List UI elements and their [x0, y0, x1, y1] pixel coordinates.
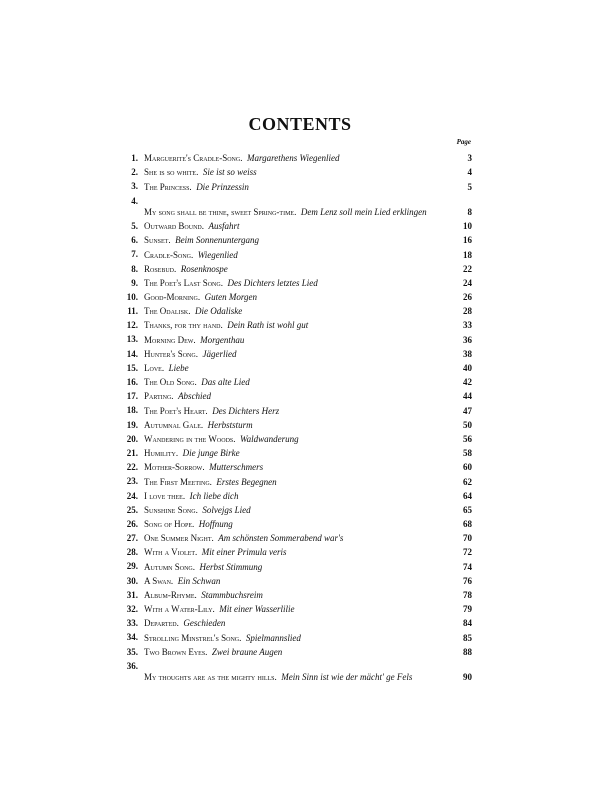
page-number: 24 [463, 277, 472, 288]
german-title: Spielmannslied [245, 632, 301, 643]
english-title: With a Water-Lily. [144, 604, 215, 615]
entry-title [144, 562, 450, 573]
entry-title [144, 505, 450, 516]
dot-leader [265, 562, 447, 571]
page-number: 38 [463, 348, 472, 359]
toc-entry [116, 601, 472, 615]
page-number: 16 [463, 235, 472, 246]
german-title: Guten Morgen [204, 292, 257, 303]
entry-title [144, 391, 450, 402]
german-title: Beim Sonnenuntergang [175, 235, 259, 246]
entry-number: 32. [126, 604, 138, 615]
entry-number: 16. [126, 377, 138, 388]
dot-leader [228, 618, 447, 627]
page-number: 84 [463, 618, 472, 629]
toc-entry [116, 164, 472, 178]
entry-title [144, 264, 450, 275]
entry-number: 20. [126, 433, 138, 444]
dot-leader [280, 477, 447, 486]
dot-leader [262, 235, 447, 244]
toc-entry [116, 218, 472, 232]
toc-entry [116, 193, 472, 218]
german-title: Das alte Lied [201, 377, 250, 388]
entry-title [144, 590, 450, 601]
german-title: Jägerlied [202, 348, 237, 359]
entry-number: 19. [126, 419, 138, 430]
entry-number: 35. [126, 646, 138, 657]
page-number: 79 [463, 604, 472, 615]
entry-text [144, 207, 427, 218]
english-title: Mother-Sorrow. [144, 462, 205, 473]
page-number: 47 [463, 405, 472, 416]
entry-title [144, 448, 450, 459]
entry-number: 2. [131, 167, 138, 178]
english-title: Parting. [144, 391, 174, 402]
page-number: 62 [463, 476, 472, 487]
entry-title [144, 434, 450, 445]
english-title: Marguerite's Cradle-Song. [144, 153, 243, 164]
toc-entry [116, 232, 472, 246]
page-number: 74 [463, 561, 472, 572]
entry-number: 24. [126, 490, 138, 501]
entry-text [144, 153, 340, 164]
german-title: Mit einer Primula veris [201, 547, 287, 558]
german-title: Sie ist so weiss [202, 167, 257, 178]
dot-leader [243, 221, 447, 230]
entry-number: 27. [126, 533, 138, 544]
entry-title [144, 335, 450, 346]
toc-entry [116, 558, 472, 572]
dot-leader [223, 576, 447, 585]
german-title: Rosenknospe [180, 263, 228, 274]
toc-entry [116, 473, 472, 487]
entry-text [144, 349, 236, 360]
entry-title [144, 462, 450, 473]
page-number: 76 [463, 575, 472, 586]
german-title: Zwei braune Augen [211, 646, 283, 657]
english-title: The Princess. [144, 181, 192, 192]
dot-leader [192, 363, 447, 372]
page-number: 5 [467, 181, 472, 192]
entry-number: 25. [126, 504, 138, 515]
entry-number: 8. [131, 263, 138, 274]
dot-leader [252, 182, 447, 191]
entry-text [144, 562, 262, 573]
english-title: My thoughts are as the mighty hills. [144, 672, 277, 683]
entry-text [144, 647, 282, 658]
page-number: 42 [463, 377, 472, 388]
entry-text [144, 590, 263, 601]
entry-text [144, 167, 257, 178]
german-title: Ich liebe dich [189, 490, 239, 501]
toc-entry [116, 331, 472, 345]
entry-title [144, 406, 450, 417]
toc-entry [116, 289, 472, 303]
entry-text [144, 363, 189, 374]
entry-title [144, 235, 450, 246]
page-number: 8 [467, 206, 472, 217]
page-number: 40 [463, 363, 472, 374]
entry-text [144, 391, 211, 402]
entry-text [144, 335, 244, 346]
entry-text [144, 434, 299, 445]
german-title: Geschieden [183, 618, 226, 629]
entry-number: 28. [126, 547, 138, 558]
english-title: The Poet's Heart. [144, 405, 208, 416]
entry-number: 11. [127, 306, 138, 317]
toc-entry [116, 658, 472, 683]
entry-number: 4. [131, 195, 138, 206]
german-title: Erstes Begegnen [216, 476, 277, 487]
entry-title [144, 292, 450, 303]
dot-leader [346, 533, 447, 542]
german-title: Dem Lenz soll mein Lied erklingen [300, 206, 427, 217]
entry-title [144, 363, 450, 374]
entry-number: 7. [131, 249, 138, 260]
page-number: 90 [463, 672, 472, 683]
entry-title [144, 604, 450, 615]
entry-text [144, 477, 277, 488]
dot-leader [239, 349, 447, 358]
english-title: The Odalisk. [144, 306, 191, 317]
entry-number: 6. [131, 235, 138, 246]
toc-entry [116, 587, 472, 601]
entry-title [144, 306, 450, 317]
english-title: My song shall be thine, sweet Spring-time. [144, 206, 297, 217]
entry-title [144, 207, 450, 218]
page-number: 22 [463, 263, 472, 274]
entry-title [144, 377, 450, 388]
page-number: 58 [463, 448, 472, 459]
dot-leader [290, 547, 448, 556]
english-title: Strolling Minstrel's Song. [144, 632, 242, 643]
dot-leader [231, 264, 447, 273]
toc-entry [116, 346, 472, 360]
dot-leader [321, 278, 447, 287]
dot-leader [343, 153, 447, 162]
entry-text [144, 320, 308, 331]
page-number: 88 [463, 646, 472, 657]
page-number: 18 [463, 249, 472, 260]
toc-entry [116, 644, 472, 658]
english-title: Two Brown Eyes. [144, 646, 208, 657]
entry-title [144, 420, 450, 431]
entry-title [144, 320, 450, 331]
toc-entry [116, 459, 472, 473]
entry-text [144, 264, 228, 275]
entry-title [144, 576, 450, 587]
german-title: Herbststurm [207, 419, 253, 430]
dot-leader [247, 335, 447, 344]
page-number: 65 [463, 504, 472, 515]
page-number: 44 [463, 391, 472, 402]
entry-text [144, 604, 294, 615]
german-title: Die junge Birke [182, 448, 240, 459]
entry-text [144, 505, 251, 516]
toc-entry [116, 573, 472, 587]
dot-leader [282, 406, 447, 415]
toc-entry [116, 544, 472, 558]
toc-entry [116, 261, 472, 275]
entry-title [144, 633, 450, 644]
entry-number: 12. [126, 320, 138, 331]
english-title: Album-Rhyme. [144, 590, 197, 601]
english-title: I love thee. [144, 490, 186, 501]
entry-number: 9. [131, 277, 138, 288]
entry-text [144, 406, 279, 417]
toc-entry [116, 530, 472, 544]
german-title: Hoffnung [198, 519, 233, 530]
entry-text [144, 547, 287, 558]
entry-title [144, 153, 450, 164]
dot-leader [266, 462, 447, 471]
entry-title [144, 618, 450, 629]
entry-text [144, 519, 233, 530]
english-title: She is so white. [144, 167, 199, 178]
page-number: 70 [463, 533, 472, 544]
page-number: 85 [463, 632, 472, 643]
entry-number: 31. [126, 589, 138, 600]
page-number: 10 [463, 221, 472, 232]
dot-leader [302, 434, 447, 443]
entry-title [144, 221, 450, 232]
dot-leader [304, 633, 447, 642]
entry-number: 1. [131, 153, 138, 163]
german-title: Ein Schwan [177, 575, 221, 586]
english-title: Morning Dew. [144, 334, 196, 345]
german-title: Mein Sinn ist wie der mächt' ge Fels [281, 672, 413, 683]
toc-entry [116, 516, 472, 530]
entry-title [144, 182, 450, 193]
entry-text [144, 533, 343, 544]
english-title: The Old Song. [144, 377, 197, 388]
entry-title [144, 533, 450, 544]
german-title: Die Odaliske [195, 306, 243, 317]
entry-number: 5. [131, 220, 138, 231]
german-title: Mutterschmers [209, 462, 264, 473]
german-title: Am schönsten Sommerabend war's [218, 533, 344, 544]
entry-text [144, 448, 240, 459]
dot-leader [297, 604, 447, 613]
entry-text [144, 672, 412, 683]
entry-number: 15. [126, 362, 138, 373]
page-number: 36 [463, 334, 472, 345]
dot-leader [236, 519, 447, 528]
english-title: Song of Hope. [144, 519, 195, 530]
entry-title [144, 491, 450, 502]
entry-number: 30. [126, 575, 138, 586]
english-title: Wandering in the Woods. [144, 433, 236, 444]
entry-title [144, 477, 450, 488]
entry-number: 26. [126, 518, 138, 529]
entry-text [144, 292, 257, 303]
dot-leader [214, 391, 447, 400]
german-title: Margarethens Wiegenlied [246, 153, 340, 164]
dot-leader [415, 672, 447, 681]
dot-leader [242, 491, 447, 500]
entry-title [144, 547, 450, 558]
german-title: Mit einer Wasserlilie [219, 604, 295, 615]
toc-entry [116, 488, 472, 502]
english-title: The Poet's Last Song. [144, 277, 223, 288]
entry-text [144, 250, 238, 261]
toc-entry [116, 502, 472, 516]
entry-number: 18. [126, 405, 138, 416]
english-title: Sunset. [144, 235, 171, 246]
entry-number: 14. [126, 348, 138, 359]
toc-entry [116, 275, 472, 289]
page-number: 3 [467, 153, 472, 164]
dot-leader [285, 647, 447, 656]
entry-text [144, 377, 250, 388]
english-title: Humility. [144, 448, 179, 459]
entry-title [144, 647, 450, 658]
page-number: 28 [463, 306, 472, 317]
dot-leader [256, 420, 447, 429]
dot-leader [254, 505, 447, 514]
page-title: CONTENTS [248, 114, 352, 134]
english-title: Love. [144, 363, 165, 374]
german-title: Dein Rath ist wohl gut [227, 320, 309, 331]
english-title: Thanks, for thy hand. [144, 320, 223, 331]
dot-leader [245, 306, 447, 315]
german-title: Des Dichters letztes Lied [227, 277, 318, 288]
entry-number: 22. [126, 462, 138, 473]
entry-text [144, 221, 240, 232]
english-title: A Swan. [144, 575, 174, 586]
english-title: Cradle-Song. [144, 249, 194, 260]
entry-number: 3. [131, 181, 138, 192]
english-title: Hunter's Song. [144, 348, 198, 359]
toc-entry [116, 445, 472, 459]
page-number: 60 [463, 462, 472, 473]
entry-text [144, 420, 253, 431]
page-number: 64 [463, 490, 472, 501]
entry-number: 36. [126, 660, 138, 671]
toc-entry [116, 360, 472, 374]
english-title: With a Violet. [144, 547, 198, 558]
entry-number: 13. [126, 334, 138, 345]
entry-number: 21. [126, 447, 138, 458]
entry-number: 23. [126, 476, 138, 487]
toc-entry [116, 317, 472, 331]
toc-entry [116, 629, 472, 643]
dot-leader [241, 250, 447, 259]
entry-text [144, 491, 239, 502]
toc-entry [116, 374, 472, 388]
entry-number: 34. [126, 632, 138, 643]
german-title: Des Dichters Herz [212, 405, 280, 416]
page-number: 68 [463, 519, 472, 530]
entry-text [144, 306, 242, 317]
toc-entry [116, 388, 472, 402]
toc-entry [116, 303, 472, 317]
entry-text [144, 576, 220, 587]
page-number: 4 [467, 167, 472, 178]
toc-entry [116, 402, 472, 416]
page-number: 78 [463, 590, 472, 601]
german-title: Abschied [178, 391, 212, 402]
toc-entry [116, 615, 472, 629]
entry-number: 17. [126, 391, 138, 402]
german-title: Herbst Stimmung [199, 561, 263, 572]
page-number: 26 [463, 292, 472, 303]
english-title: Rosebud. [144, 263, 177, 274]
english-title: Outward Bound. [144, 221, 204, 232]
german-title: Stammbuchsreim [201, 590, 263, 601]
entry-title [144, 278, 450, 289]
dot-leader [253, 377, 447, 386]
entry-text [144, 633, 301, 644]
dot-leader [260, 292, 447, 301]
german-title: Solvejgs Lied [202, 504, 251, 515]
english-title: Autumnal Gale. [144, 419, 204, 430]
page-column-header: Page [456, 138, 471, 146]
page-number: 50 [463, 419, 472, 430]
entry-text [144, 618, 225, 629]
english-title: Departed. [144, 618, 179, 629]
table-of-contents [116, 150, 472, 683]
page-number: 56 [463, 433, 472, 444]
dot-leader [266, 590, 447, 599]
english-title: Good-Morning. [144, 292, 201, 303]
page-number: 72 [463, 547, 472, 558]
dot-leader [243, 448, 447, 457]
german-title: Ausfahrt [208, 221, 240, 232]
toc-entry [116, 150, 472, 164]
english-title: Sunshine Song. [144, 504, 198, 515]
german-title: Waldwanderung [240, 433, 299, 444]
entry-text [144, 462, 263, 473]
entry-title [144, 167, 450, 178]
german-title: Liebe [168, 363, 189, 374]
dot-leader [260, 167, 447, 176]
toc-entry [116, 246, 472, 260]
page-number: 33 [463, 320, 472, 331]
english-title: Autumn Song. [144, 561, 196, 572]
entry-number: 33. [126, 618, 138, 629]
german-title: Wiegenlied [197, 249, 238, 260]
dot-leader [311, 320, 447, 329]
toc-entry [116, 178, 472, 192]
entry-number: 29. [126, 561, 138, 572]
toc-entry [116, 417, 472, 431]
entry-text [144, 235, 259, 246]
dot-leader [430, 207, 447, 216]
entry-title [144, 672, 450, 683]
english-title: The First Meeting. [144, 476, 212, 487]
entry-title [144, 250, 450, 261]
german-title: Die Prinzessin [196, 181, 249, 192]
entry-text [144, 278, 318, 289]
german-title: Morgenthau [200, 334, 245, 345]
entry-number: 10. [126, 291, 138, 302]
english-title: One Summer Night. [144, 533, 214, 544]
entry-text [144, 182, 249, 193]
toc-entry [116, 431, 472, 445]
entry-title [144, 519, 450, 530]
entry-title [144, 349, 450, 360]
